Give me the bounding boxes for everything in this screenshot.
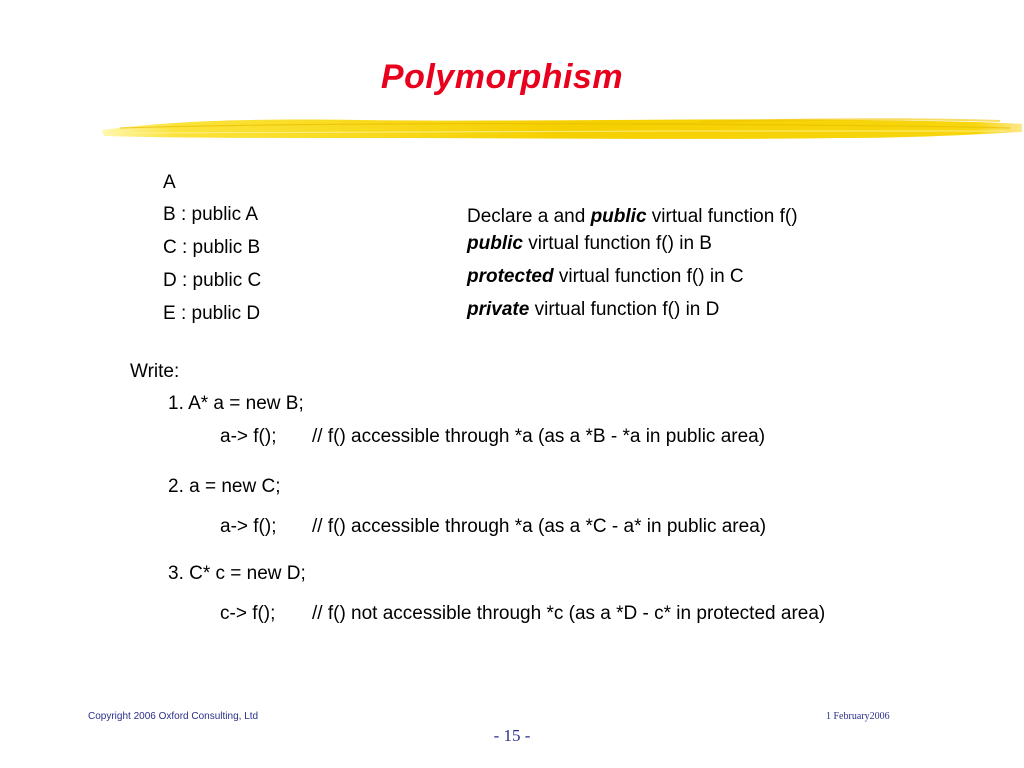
declare-line-1: Declare a and public virtual function f() (467, 206, 798, 227)
write-label: Write: (130, 361, 180, 382)
step-3-statement: 3. C* c = new D; (168, 563, 306, 584)
step-1-comment: // f() accessible through *a (as a *B - *a in public area) (312, 426, 766, 447)
step-2-call: a-> f(); (220, 516, 277, 537)
step-3-comment: // f() not accessible through *c (as a *D - c* in protected area) (312, 603, 826, 624)
step-3-call: c-> f(); (220, 603, 276, 624)
step-2-statement: 2. a = new C; (168, 476, 281, 497)
class-d: D : public C (163, 270, 262, 291)
class-c: C : public B (163, 237, 261, 258)
declare-line-4: private virtual function f() in D (467, 299, 720, 320)
step-1-call: a-> f(); (220, 426, 277, 447)
step-1-statement: 1. A* a = new B; (168, 393, 304, 414)
footer-date: 1 February2006 (826, 711, 890, 722)
slide-title: Polymorphism (380, 58, 624, 96)
class-a: A (163, 172, 176, 193)
highlighter-stroke (100, 108, 1024, 150)
class-b: B : public A (163, 204, 259, 225)
class-e: E : public D (163, 303, 261, 324)
page-number: - 15 - (493, 726, 531, 745)
declare-line-3: protected virtual function f() in C (467, 266, 744, 287)
declare-line-2: public virtual function f() in B (467, 233, 712, 254)
footer-copyright: Copyright 2006 Oxford Consulting, Ltd (88, 711, 259, 722)
step-2-comment: // f() accessible through *a (as a *C - a* in public area) (312, 516, 767, 537)
